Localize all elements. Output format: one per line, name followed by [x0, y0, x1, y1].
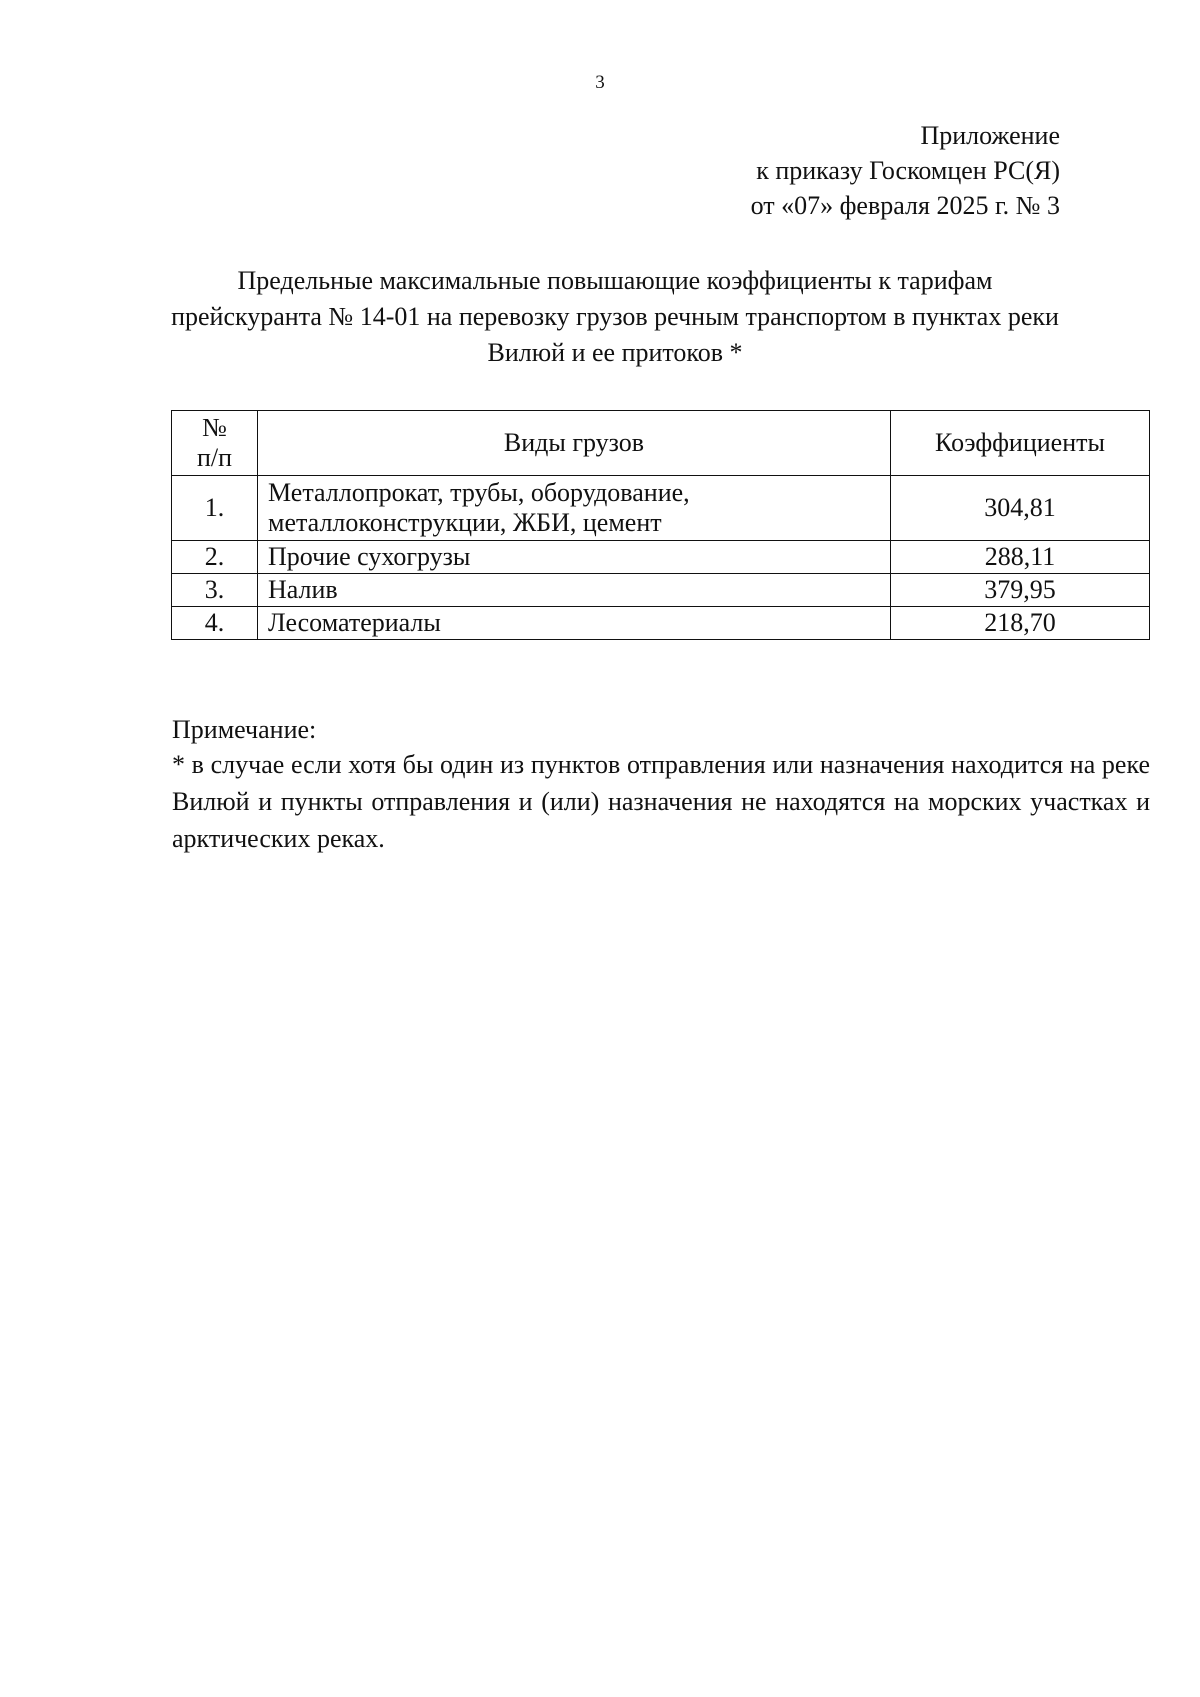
table-row — [172, 541, 1150, 574]
title-line-3: Вилюй и ее притоков * — [487, 338, 743, 367]
header-coefficients: Коэффициенты — [891, 411, 1150, 476]
row-cargo-type: Прочие сухогрузы — [258, 541, 891, 574]
header-number-symbol: № — [202, 413, 227, 442]
row-coefficient: 379,95 — [891, 574, 1150, 607]
header-number — [172, 411, 258, 476]
note-heading: Примечание: — [172, 715, 317, 744]
table-row — [172, 607, 1150, 640]
appendix-line-3: от «07» февраля 2025 г. № 3 — [750, 191, 1060, 220]
row-number: 1. — [172, 476, 258, 541]
coefficients-table — [171, 410, 1150, 640]
row-cargo-type-line-2: металлоконструкции, ЖБИ, цемент — [268, 508, 662, 537]
table-row — [172, 476, 1150, 541]
header-number-pp: п/п — [196, 443, 233, 472]
row-coefficient: 218,70 — [891, 607, 1150, 640]
appendix-line-2: к приказу Госкомцен РС(Я) — [756, 156, 1060, 185]
row-number: 3. — [172, 574, 258, 607]
title-line-1: Предельные максимальные повышающие коэффициенты к тарифам — [237, 266, 993, 295]
title-line-2: прейскуранта № 14-01 на перевозку грузов речным транспортом в пунктах реки — [171, 302, 1059, 331]
row-cargo-type-line-1: Металлопрокат, трубы, оборудование, — [268, 478, 690, 507]
header-cargo-types: Виды грузов — [258, 411, 891, 476]
row-number: 2. — [172, 541, 258, 574]
row-cargo-type: Налив — [258, 574, 891, 607]
table-row — [172, 574, 1150, 607]
appendix-block — [751, 118, 1060, 223]
row-cargo-type: Лесоматериалы — [258, 607, 891, 640]
row-coefficient: 288,11 — [891, 541, 1150, 574]
row-number: 4. — [172, 607, 258, 640]
table-header-row — [172, 411, 1150, 476]
row-cargo-type — [258, 476, 891, 541]
appendix-line-1: Приложение — [920, 121, 1060, 150]
page-number: 3 — [595, 72, 605, 93]
document-title — [170, 263, 1060, 371]
row-coefficient: 304,81 — [891, 476, 1150, 541]
note-text: * в случае если хотя бы один из пунктов отправления или назначения находится на реке Вилюй и пункты отправления и (или) назначения не находятся на морских участках и арктических реках. — [172, 750, 1150, 853]
